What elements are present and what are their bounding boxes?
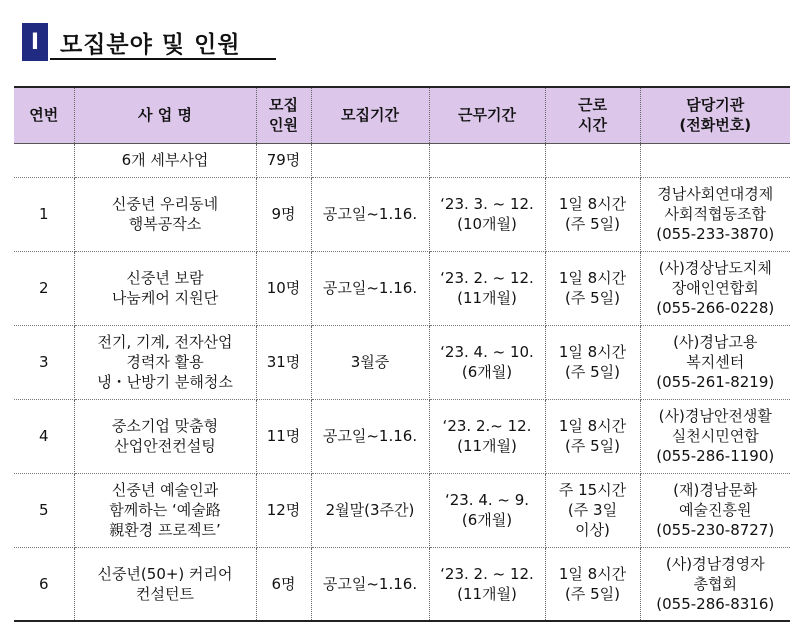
row-recruit-period: 공고일~1.16.	[311, 547, 429, 621]
row-agency: (사)경남경영자 총협회 (055-286-8316)	[640, 547, 790, 621]
summary-empty-cell	[545, 143, 640, 177]
row-agency: (사)경상남도지체 장애인연합회 (055-266-0228)	[640, 251, 790, 325]
table-row	[14, 473, 790, 547]
table-row	[14, 399, 790, 473]
row-count: 11명	[256, 399, 311, 473]
table-row	[14, 251, 790, 325]
table-row	[14, 547, 790, 621]
row-count: 10명	[256, 251, 311, 325]
row-work-period: ‘23. 4. ~ 9. (6개월)	[429, 473, 545, 547]
row-count: 9명	[256, 177, 311, 251]
row-no: 6	[14, 547, 74, 621]
row-project: 신중년 우리동네 행복공작소	[74, 177, 256, 251]
row-no: 5	[14, 473, 74, 547]
summary-empty-cell	[640, 143, 790, 177]
row-no: 4	[14, 399, 74, 473]
row-work-period: ‘23. 3. ~ 12. (10개월)	[429, 177, 545, 251]
header-recruit-period: 모집기간	[311, 87, 429, 143]
row-recruit-period: 공고일~1.16.	[311, 177, 429, 251]
section-number-badge: Ⅰ	[22, 23, 48, 61]
header-agency: 담당기관 (전화번호)	[640, 87, 790, 143]
header-recruit-count: 모집 인원	[256, 87, 311, 143]
header-project: 사 업 명	[74, 87, 256, 143]
row-count: 31명	[256, 325, 311, 399]
row-no: 3	[14, 325, 74, 399]
row-count: 6명	[256, 547, 311, 621]
header-work-hours: 근로 시간	[545, 87, 640, 143]
table-row	[14, 177, 790, 251]
row-recruit-period: 3월중	[311, 325, 429, 399]
row-project: 전기, 기계, 전자산업 경력자 활용 냉・난방기 분해청소	[74, 325, 256, 399]
row-recruit-period: 2월말(3주간)	[311, 473, 429, 547]
row-work-hours: 주 15시간 (주 3일 이상)	[545, 473, 640, 547]
recruitment-table	[14, 86, 790, 622]
row-agency: (재)경남문화 예술진흥원 (055-230-8727)	[640, 473, 790, 547]
section-title: 모집분야 및 인원	[60, 32, 241, 58]
row-work-hours: 1일 8시간 (주 5일)	[545, 325, 640, 399]
summary-row	[14, 143, 790, 177]
row-count: 12명	[256, 473, 311, 547]
row-agency: 경남사회연대경제 사회적협동조합 (055-233-3870)	[640, 177, 790, 251]
header-work-period: 근무기간	[429, 87, 545, 143]
section-header	[14, 10, 276, 60]
row-no: 1	[14, 177, 74, 251]
summary-empty-cell	[311, 143, 429, 177]
section-title-underline	[50, 58, 276, 60]
row-work-hours: 1일 8시간 (주 5일)	[545, 547, 640, 621]
summary-empty-cell	[429, 143, 545, 177]
row-no: 2	[14, 251, 74, 325]
row-work-period: ‘23. 2. ~ 12. (11개월)	[429, 547, 545, 621]
summary-no-cell	[14, 143, 74, 177]
row-work-period: ‘23. 2.~ 12. (11개월)	[429, 399, 545, 473]
row-project: 신중년 보람 나눔케어 지원단	[74, 251, 256, 325]
summary-count-cell: 79명	[256, 143, 311, 177]
row-project: 신중년 예술인과 함께하는 ‘예술路 親환경 프로젝트’	[74, 473, 256, 547]
summary-project-cell: 6개 세부사업	[74, 143, 256, 177]
row-project: 중소기업 맞춤형 산업안전컨설팅	[74, 399, 256, 473]
row-project: 신중년(50+) 커리어 컨설턴트	[74, 547, 256, 621]
row-agency: (사)경남고용 복지센터 (055-261-8219)	[640, 325, 790, 399]
row-work-period: ‘23. 4. ~ 10. (6개월)	[429, 325, 545, 399]
row-work-hours: 1일 8시간 (주 5일)	[545, 399, 640, 473]
row-recruit-period: 공고일~1.16.	[311, 251, 429, 325]
row-recruit-period: 공고일~1.16.	[311, 399, 429, 473]
table-row	[14, 325, 790, 399]
table-header-row	[14, 87, 790, 143]
row-work-period: ‘23. 2. ~ 12. (11개월)	[429, 251, 545, 325]
row-work-hours: 1일 8시간 (주 5일)	[545, 251, 640, 325]
row-work-hours: 1일 8시간 (주 5일)	[545, 177, 640, 251]
row-agency: (사)경남안전생활 실천시민연합 (055-286-1190)	[640, 399, 790, 473]
header-no: 연번	[14, 87, 74, 143]
